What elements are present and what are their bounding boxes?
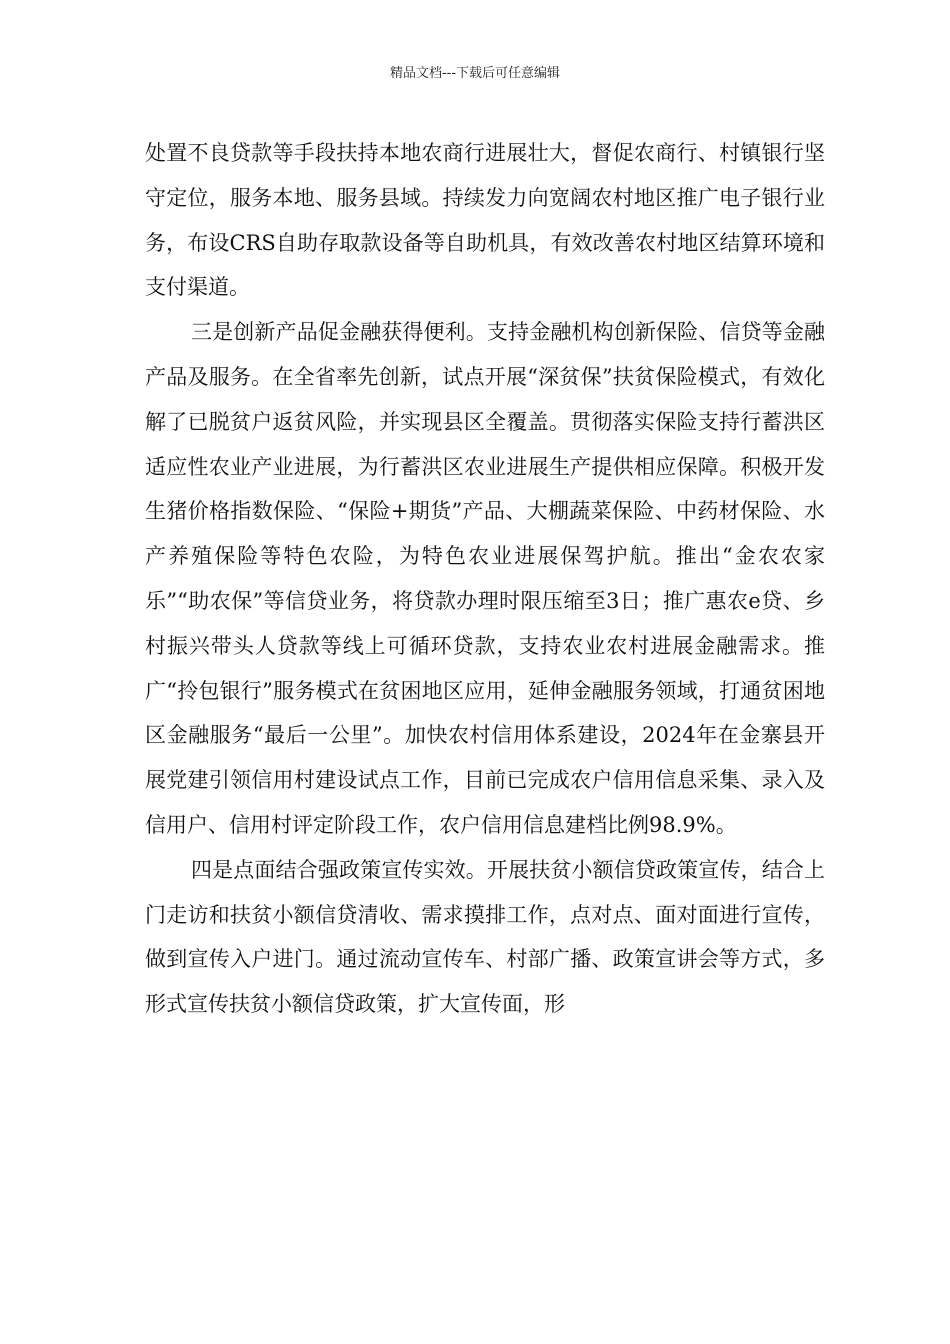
paragraph-section-four: 四是点面结合强政策宣传实效。开展扶贫小额信贷政策宣传，结合上门走访和扶贫小额信贷清收、需求摸排工作，点对点、面对面进行宣传，做到宣传入户进门。通过流动宣传车、村部广播、政策宣讲会等方式，多形式宣传扶贫小额信贷政策，扩大宣传面，形 [145, 857, 825, 1017]
paragraph-continuation: 处置不良贷款等手段扶持本地农商行进展壮大，督促农商行、村镇银行坚守定位，服务本地、服务县域。持续发力向宽阔农村地区推广电子银行业务，布设CRS自助存取款设备等自助机具，有效改善农村地区结算环境和支付渠道。 [145, 141, 825, 300]
document-body [145, 131, 825, 1027]
paragraph-section-three: 三是创新产品促金融获得便利。支持金融机构创新保险、信贷等金融产品及服务。在全省率先创新，试点开展“深贫保”扶贫保险模式，有效化解了已脱贫户返贫风险，并实现县区全覆盖。贯彻落实保险支持行蓄洪区适应性农业产业进展，为行蓄洪区农业进展生产提供相应保障。积极开发生猪价格指数保险、“保险+期货”产品、大棚蔬菜保险、中药材保险、水产养殖保险等特色农险，为特色农业进展保驾护航。推出“金农农家乐”“助农保”等信贷业务，将贷款办理时限压缩至3日；推广惠农e贷、乡村振兴带头人贷款等线上可循环贷款，支持农业农村进展金融需求。推广“拎包银行”服务模式在贫困地区应用，延伸金融服务领域，打通贫困地区金融服务“最后一公里”。加快农村信用体系建设，2024年在金寨县开展党建引领信用村建设试点工作，目前已完成农户信用信息采集、录入及信用户、信用村评定阶段工作，农户信用信息建档比例98.9%。 [145, 320, 825, 837]
page-header: 精品文档---下载后可任意编辑 [389, 66, 561, 81]
